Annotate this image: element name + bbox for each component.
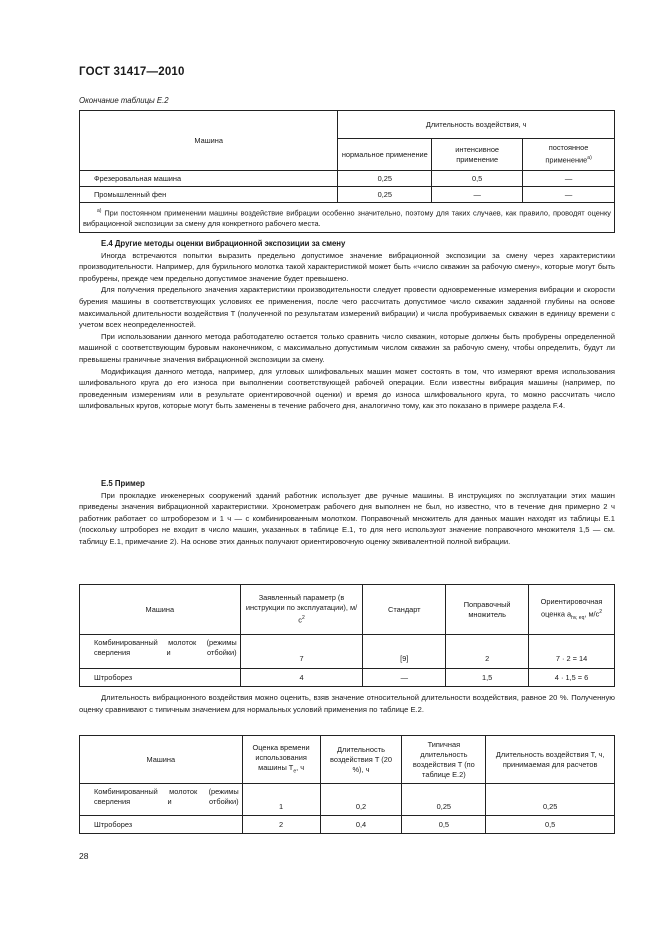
row-name: Фрезеровальная машина (80, 171, 338, 187)
document-header: ГОСТ 31417—2010 (79, 66, 185, 78)
section-e5 (79, 478, 615, 548)
col-machine: Машина (80, 736, 243, 784)
col-intensive: интенсивное применение (432, 139, 523, 171)
row-name: Штроборез (80, 816, 243, 834)
table-row (80, 171, 615, 187)
col-estimate: Ориентировочная оценка $a_{hv, eq}$, $м/с^2$ (529, 585, 615, 635)
col-allowed: Длительность воздействия T, ч, принимаемая для расчетов (486, 736, 615, 784)
table-row (80, 669, 615, 687)
cell-standard: — (363, 669, 446, 687)
cell-declared: 4 (240, 669, 363, 687)
cell-typical: 0,25 (402, 784, 486, 816)
table-caption: Окончание таблицы Е.2 (79, 96, 169, 105)
row-name: Комбинированный молоток (режимы сверления и отбойки) (80, 784, 243, 816)
row-name: Комбинированный молоток (режимы сверления и отбойки) (80, 635, 241, 669)
paragraph: Иногда встречаются попытки выразить предельно допустимое значение вибрационной экспозиции за смену через характеристики производительности. Например, для бурильного молотка такой характеристикой может быть «число скважин за рабочую смену», которые могут быть пробурены, прежде чем предельно допустимое значение будет превышено. (79, 250, 615, 283)
row-name: Штроборез (80, 669, 241, 687)
cell-intensive: 0,5 (432, 171, 523, 187)
cell-allowed: 0,25 (486, 784, 615, 816)
cell-allowed: 0,5 (486, 816, 615, 834)
cell-duration: 0,2 (320, 784, 402, 816)
cell-declared: 7 (240, 635, 363, 669)
cell-typical: 0,5 (402, 816, 486, 834)
page-number: 28 (79, 851, 89, 861)
duration-header: Длительность воздействия, ч (338, 111, 615, 139)
col-factor: Поправочный множитель (446, 585, 529, 635)
row-name: Промышленный фен (80, 187, 338, 203)
cell-factor: 1,5 (446, 669, 529, 687)
table-vibration-estimate (79, 584, 615, 687)
cell-estimate: 7 · 2 = 14 (529, 635, 615, 669)
paragraph: Длительность вибрационного воздействия можно оценить, взяв значение относительной длительности воздействия, равное 20 %. Полученную оценку сравнивают с типичным значением для нормальных условий применения по таблице Е.2. (79, 693, 615, 714)
col-normal: нормальное применение (338, 139, 432, 171)
table-row (80, 816, 615, 834)
paragraph: При прокладке инженерных сооружений зданий работник использует две ручные машины. В инструкциях по эксплуатации этих машин приведены значения вибрационной характеристики. Хронометраж рабочего дня выполнен не был, но известно, что в течение дня примерно 2 ч работник работает со штроборезом и 1 ч — с комбинированным молотком. Поправочный множитель для данных машин находят из таблицы Е.1 (поскольку штроборез не входит в число машин, указанных в таблице Е.1, то для него используют значение поправочного множителя 1,5 — см. таблицу Е.1, примечание 2). На основе этих данных получают ориентировочную оценку эквивалентной полной вибрации. (79, 490, 615, 546)
section-e4 (79, 238, 615, 412)
col-standard: Стандарт (363, 585, 446, 635)
cell-estimate: 4 · 1,5 = 6 (529, 669, 615, 687)
table-row (80, 784, 615, 816)
col-typical: Типичная длительность воздействия T (по таблице Е.2) (402, 736, 486, 784)
col-duration: Длительность воздействия T (20 %), ч (320, 736, 402, 784)
col-constant: постоянное применение$^{а)}$ (523, 139, 615, 171)
table-footnote: $^{а)}$ При постоянном применении машины воздействие вибрации особенно значительно, поэтому для таких случаев, как правило, проводят оценку вибрационной экспозиции за смену для конкретного рабочего места. (80, 203, 615, 233)
table-e2-end (79, 110, 615, 233)
cell-time: 1 (242, 784, 320, 816)
col-time: Оценка времени использования машины $T_e$, ч (242, 736, 320, 784)
table-row (80, 635, 615, 669)
cell-intensive: — (432, 187, 523, 203)
section-heading: Е.4 Другие методы оценки вибрационной экспозиции за смену (101, 239, 346, 248)
col-declared: Заявленный параметр (в инструкции по эксплуатации), $м/с^2$ (240, 585, 363, 635)
col-machine: Машина (80, 585, 241, 635)
paragraph: При использовании данного метода работодателю остается только сравнить число скважин, которые должны быть пробурены определенной машиной с соответствующим буровым наконечником, с максимально допустимым числом скважин за рабочую смену, чтобы определить, будут ли превышены граничные значения вибрационной экспозиции за смену. (79, 331, 615, 364)
section-heading: Е.5 Пример (101, 479, 145, 488)
paragraph: Для получения предельного значения характеристики производительности следует провести одновременные измерения вибрации и скорости бурения машины в соответствующих условиях ее применения, после чего рассчитать допустимое число скважин заданной глубины на основе максимальной длительности воздействия T (полученной по результатам измерений вибрации) и числа пробуриваемых скважин в единицу времени с учетом всех неопределенностей. (79, 285, 615, 330)
cell-constant: — (523, 171, 615, 187)
cell-normal: 0,25 (338, 187, 432, 203)
machine-header: Машина (80, 111, 338, 171)
cell-duration: 0,4 (320, 816, 402, 834)
paragraph-block (79, 692, 615, 715)
cell-factor: 2 (446, 635, 529, 669)
cell-constant: — (523, 187, 615, 203)
table-exposure-duration (79, 735, 615, 834)
paragraph: Модификация данного метода, например, для угловых шлифовальных машин может состоять в том, что измеряют время использования шлифовального круга до его износа при выполнении соответствующей рабочей операции. Если известны вибрация машины (например, по проведенным измерениям или в результате ориентировочной оценки) и время до износа шлифовального круга, то можно рассчитать число шлифовальных кругов, которые могут быть заменены в течение рабочего дня, аналогично тому, как это показано в примере раздела F.4. (79, 366, 615, 411)
cell-time: 2 (242, 816, 320, 834)
table-row (80, 187, 615, 203)
cell-standard: [9] (363, 635, 446, 669)
cell-normal: 0,25 (338, 171, 432, 187)
